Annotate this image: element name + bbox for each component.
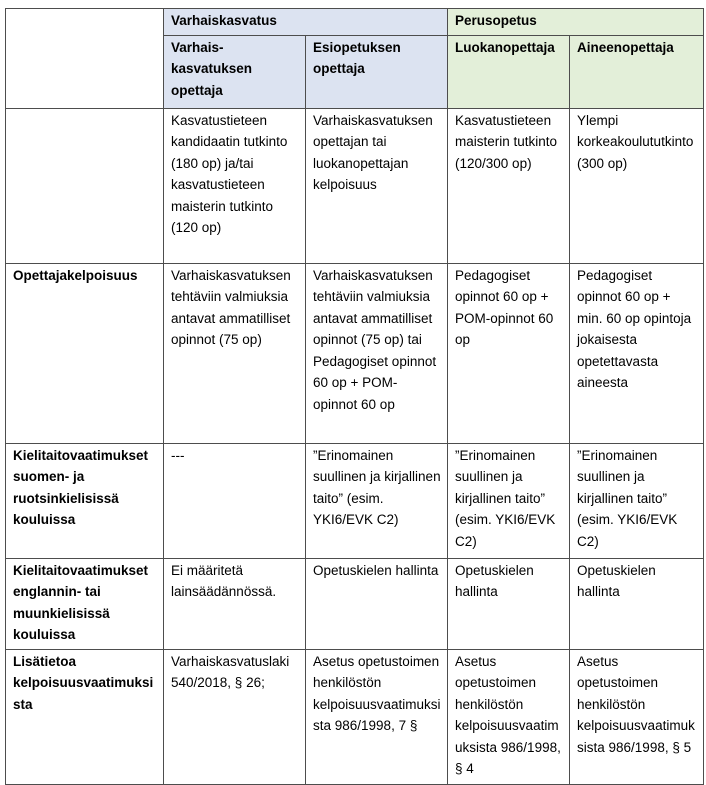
table-cell: Ylempi korkeakoulututkinto (300 op) [570,108,704,263]
corner-cell [6,9,164,109]
table-cell: Asetus opetustoimen henkilöstön kelpoisuusvaatimuksista 986/1998, § 4 [448,649,570,784]
table-row [6,108,704,263]
table-cell: ”Erinomainen suullinen ja kirjallinen taito” (esim. YKI6/EVK C2) [448,443,570,558]
qualification-table-wrapper [5,8,704,785]
qualification-table [5,8,704,785]
table-cell: Kasvatustieteen kandidaatin tutkinto (180 op) ja/tai kasvatustieteen maisterin tutkinto (120 op) [164,108,306,263]
table-cell: Ei määritetä lainsäädännössä. [164,558,306,649]
column-header-aineenopettaja: Aineenopettaja [570,35,704,108]
group-header-varhaiskasvatus: Varhaiskasvatus [164,9,448,36]
column-header-esiopetuksen-opettaja: Esiopetuksen opettaja [306,35,448,108]
table-cell: ”Erinomainen suullinen ja kirjallinen taito” (esim. YKI6/EVK C2) [306,443,448,558]
table-cell: Opetuskielen hallinta [570,558,704,649]
column-header-luokanopettaja: Luokanopettaja [448,35,570,108]
table-row [6,263,704,443]
row-label: Lisätietoa kelpoisuusvaatimuksista [6,649,164,784]
table-row [6,558,704,649]
table-cell: Kasvatustieteen maisterin tutkinto (120/300 op) [448,108,570,263]
table-cell: Asetus opetustoimen henkilöstön kelpoisuusvaatimuksista 986/1998, § 5 [570,649,704,784]
row-label: Opettajakelpoisuus [6,263,164,443]
row-label: Kielitaitovaatimukset suomen- ja ruotsinkielisissä kouluissa [6,443,164,558]
row-label: Kielitaitovaatimukset englannin- tai muunkielisissä kouluissa [6,558,164,649]
row-label [6,108,164,263]
table-cell: Opetuskielen hallinta [448,558,570,649]
table-cell: Varhaiskasvatuksen tehtäviin valmiuksia antavat ammatilliset opinnot (75 op) tai Pedagogiset opinnot 60 op + POM-opinnot 60 op [306,263,448,443]
table-row [6,9,704,36]
table-row [6,443,704,558]
column-header-varhaiskasvatuksen-opettaja: Varhais-kasvatuksen opettaja [164,35,306,108]
table-cell: Pedagogiset opinnot 60 op + POM-opinnot 60 op [448,263,570,443]
table-cell: Varhaiskasvatuksen tehtäviin valmiuksia antavat ammatilliset opinnot (75 op) [164,263,306,443]
table-cell: ”Erinomainen suullinen ja kirjallinen taito” (esim. YKI6/EVK C2) [570,443,704,558]
table-cell: Pedagogiset opinnot 60 op + min. 60 op opintoja jokaisesta opetettavasta aineesta [570,263,704,443]
group-header-perusopetus: Perusopetus [448,9,704,36]
table-row [6,649,704,784]
table-cell: --- [164,443,306,558]
table-cell: Asetus opetustoimen henkilöstön kelpoisuusvaatimuksista 986/1998, 7 § [306,649,448,784]
table-cell: Opetuskielen hallinta [306,558,448,649]
table-cell: Varhaiskasvatuksen opettajan tai luokanopettajan kelpoisuus [306,108,448,263]
table-cell: Varhaiskasvatuslaki 540/2018, § 26; [164,649,306,784]
